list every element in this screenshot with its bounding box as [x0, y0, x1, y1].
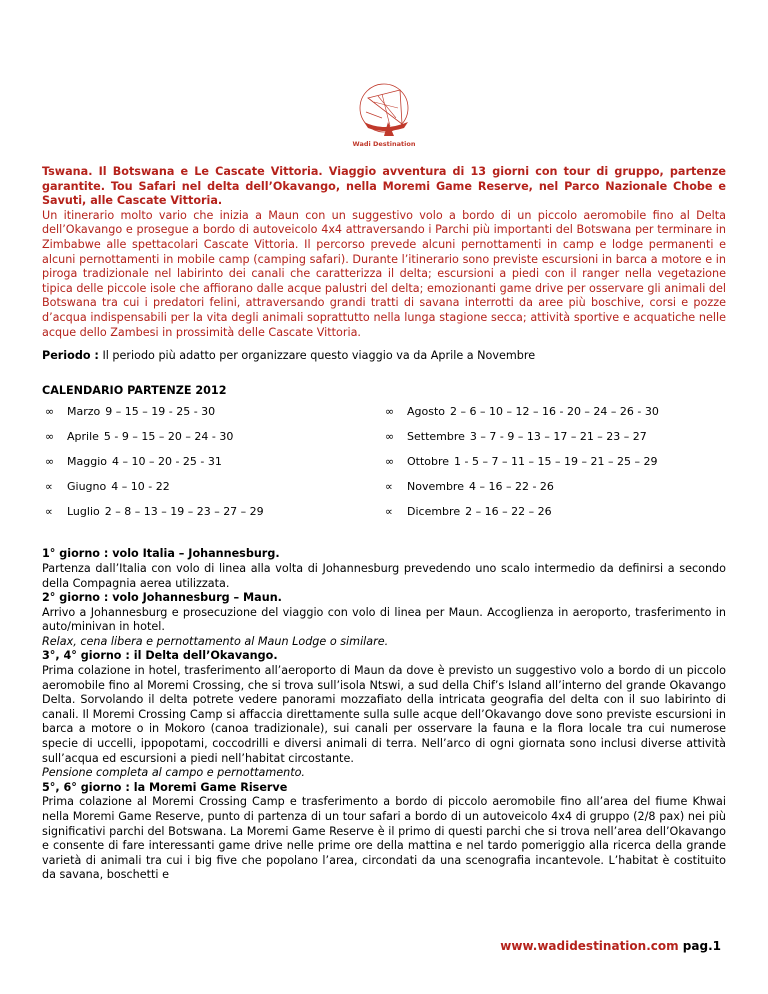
bullet-icon: ∞ — [45, 405, 55, 419]
calendar-dates: 1 - 5 – 7 – 11 – 15 – 19 – 21 – 25 – 29 — [454, 455, 658, 469]
calendar-month: Ottobre — [407, 455, 450, 469]
bullet-icon: ∞ — [385, 455, 395, 469]
calendar-dates: 9 – 15 – 19 - 25 - 30 — [105, 405, 216, 419]
calendar-month: Aprile — [67, 430, 99, 444]
calendar-row — [42, 502, 726, 527]
day3-text: Prima colazione in hotel, trasferimento all’aeroporto di Maun da dove è previsto un suggestivo volo a bordo di un piccolo aeromobile fino al Moremi Crossing, che si trova sull’isola Ntswi, a sud della Chif’s Island all’interno del grande Okavango Delta. Sorvolando il delta potrete vedere panorami mozzafiato della intricata geografia del delta con il suo labirinto di canali. Il Moremi Crossing Camp si affaccia direttamente sulla sulle acque dell’Okavango dove sono previste escursioni in barca a motore o in Mokoro (canoa tradizionale), sui canali per osservare la fauna e la flora locale tra cui numerose specie di uccelli, ippopotami, coccodrilli e diversi animali di terra. Nell’arco di ogni giornata sono inclusi diverse attività sull’acqua ed escursioni a piedi nell’habitat circostante. — [42, 664, 726, 765]
logo-text: Wadi Destination — [352, 140, 416, 148]
logo — [338, 78, 430, 158]
period-text: Il periodo più adatto per organizzare questo viaggio va da Aprile a Novembre — [98, 349, 536, 363]
day2-text: Arrivo a Johannesburg e prosecuzione del viaggio con volo di linea per Maun. Accoglienza in aeroporto, trasferimento in auto/minivan in hotel. — [42, 605, 726, 634]
main-content — [42, 165, 726, 883]
day1-title: 1° giorno : volo Italia – Johannesburg. — [42, 547, 280, 561]
itinerary — [42, 547, 726, 883]
period-label: Periodo : — [42, 349, 99, 363]
calendar-row — [42, 402, 726, 427]
intro-title: Tswana. Il Botswana e Le Cascate Vittoria. Viaggio avventura di 13 giorni con tour di gruppo, partenze garantite. Tou Safari nel delta dell’Okavango, nella Moremi Game Reserve, nel Parco Nazionale Chobe e Savuti, alle Cascate Vittoria. — [42, 165, 726, 208]
calendar-row — [42, 477, 726, 502]
calendar-month: Novembre — [407, 480, 464, 494]
calendar-cell — [382, 477, 726, 502]
day1-text: Partenza dall’Italia con volo di linea alla volta di Johannesburg prevedendo uno scalo intermedio da definirsi a secondo della Compagnia aerea utilizzata. — [42, 561, 726, 590]
intro-body: Un itinerario molto vario che inizia a Maun con un suggestivo volo a bordo di un piccolo aeromobile fino al Delta dell’Okavango e prosegue a bordo di autoveicolo 4x4 attraversando i Parchi più importanti del Botswana per terminare in Zimbabwe alle spettacolari Cascate Vittoria. Il percorso prevede alcuni pernottamenti in camp e lodge permanenti e alcuni pernottamenti in mobile camp (camping safari). Durante l’itinerario sono previste escursioni in barca a motore e in piroga tradizionale nel labirinto dei canali che caratterizza il delta; escursioni a piedi con il ranger nella vegetazione tipica delle piccole isole che affiorano dalle acque palustri del delta; emozionanti game drive per osservare gli animali del Botswana tra cui i predatori felini, attraversando grandi tratti di savana interrotti da aree più boschive, corsi e pozze d’acqua indispensabili per la vita degli animali soprattutto nella lunga stagione secca; attività sportive e acquatiche nelle acque dello Zambesi in prossimità delle Cascate Vittoria. — [42, 208, 726, 339]
footer-url[interactable]: www.wadidestination.com — [500, 939, 679, 953]
bullet-icon: ∝ — [385, 480, 393, 494]
calendar-row — [42, 427, 726, 452]
calendar-month: Agosto — [407, 405, 446, 419]
calendar-title: CALENDARIO PARTENZE 2012 — [42, 383, 227, 397]
bullet-icon: ∞ — [45, 430, 55, 444]
bullet-icon: ∝ — [45, 480, 53, 494]
calendar-dates: 4 – 10 – 20 - 25 - 31 — [111, 455, 222, 469]
calendar-dates: 4 – 16 – 22 - 26 — [468, 480, 554, 494]
calendar-cell — [382, 427, 726, 452]
period-line — [42, 349, 726, 364]
page-number: pag.1 — [678, 939, 721, 953]
calendar-row — [42, 452, 726, 477]
calendar-dates: 2 – 16 – 22 – 26 — [465, 505, 552, 519]
calendar-month: Settembre — [407, 430, 465, 444]
calendar-cell — [382, 402, 726, 427]
calendar-month: Maggio — [67, 455, 107, 469]
day5-text: Prima colazione al Moremi Crossing Camp e trasferimento a bordo di piccolo aeromobile fino all’area del fiume Khwai nella Moremi Game Reserve, punto di partenza di un tour safari a bordo di un autoveicolo 4x4 di gruppo (2/8 pax) nei più significativi parchi del Botswana. La Moremi Game Reserve è il primo di questi parchi che si trova nell’area dell’Okavango e consente di fare interessanti game drive nelle prime ore della mattina e nel tardo pomeriggio alla ricerca della grande varietà di animali tra cui i big five che popolano l’area, circondati da una scenografia incantevole. L’habitat è costituito da savana, boschetti e — [42, 795, 726, 882]
bullet-icon: ∞ — [385, 405, 395, 419]
day5-title: 5°, 6° giorno : la Moremi Game Riserve — [42, 780, 288, 794]
bullet-icon: ∞ — [385, 430, 395, 444]
calendar-month: Dicembre — [407, 505, 461, 519]
calendar-cell — [42, 402, 382, 427]
bullet-icon: ∝ — [385, 505, 393, 519]
day2-note: Relax, cena libera e pernottamento al Maun Lodge o similare. — [42, 634, 389, 648]
calendar-month: Luglio — [67, 505, 100, 519]
day2-title: 2° giorno : volo Johannesburg – Maun. — [42, 591, 282, 605]
calendar-cell — [42, 427, 382, 452]
bullet-icon: ∝ — [45, 505, 53, 519]
calendar-cell — [382, 502, 726, 527]
calendar-cell — [42, 452, 382, 477]
page-footer — [500, 939, 721, 953]
calendar-dates: 4 – 10 - 22 — [111, 480, 170, 494]
wadi-destination-logo-icon — [338, 78, 430, 140]
calendar-cell — [42, 477, 382, 502]
calendar-cell — [382, 452, 726, 477]
calendar-table — [42, 402, 726, 527]
calendar-dates: 5 - 9 – 15 – 20 – 24 - 30 — [103, 430, 234, 444]
calendar-cell — [42, 502, 382, 527]
calendar-dates: 2 – 8 – 13 – 19 – 23 – 27 – 29 — [104, 505, 264, 519]
day3-note: Pensione completa al campo e pernottamento. — [42, 766, 305, 780]
day3-title: 3°, 4° giorno : il Delta dell’Okavango. — [42, 649, 278, 663]
calendar-month: Marzo — [67, 405, 101, 419]
bullet-icon: ∞ — [45, 455, 55, 469]
calendar-month: Giugno — [67, 480, 107, 494]
calendar-dates: 2 – 6 – 10 – 12 – 16 - 20 – 24 – 26 - 30 — [450, 405, 659, 419]
calendar-dates: 3 – 7 - 9 – 13 – 17 – 21 – 23 – 27 — [469, 430, 647, 444]
